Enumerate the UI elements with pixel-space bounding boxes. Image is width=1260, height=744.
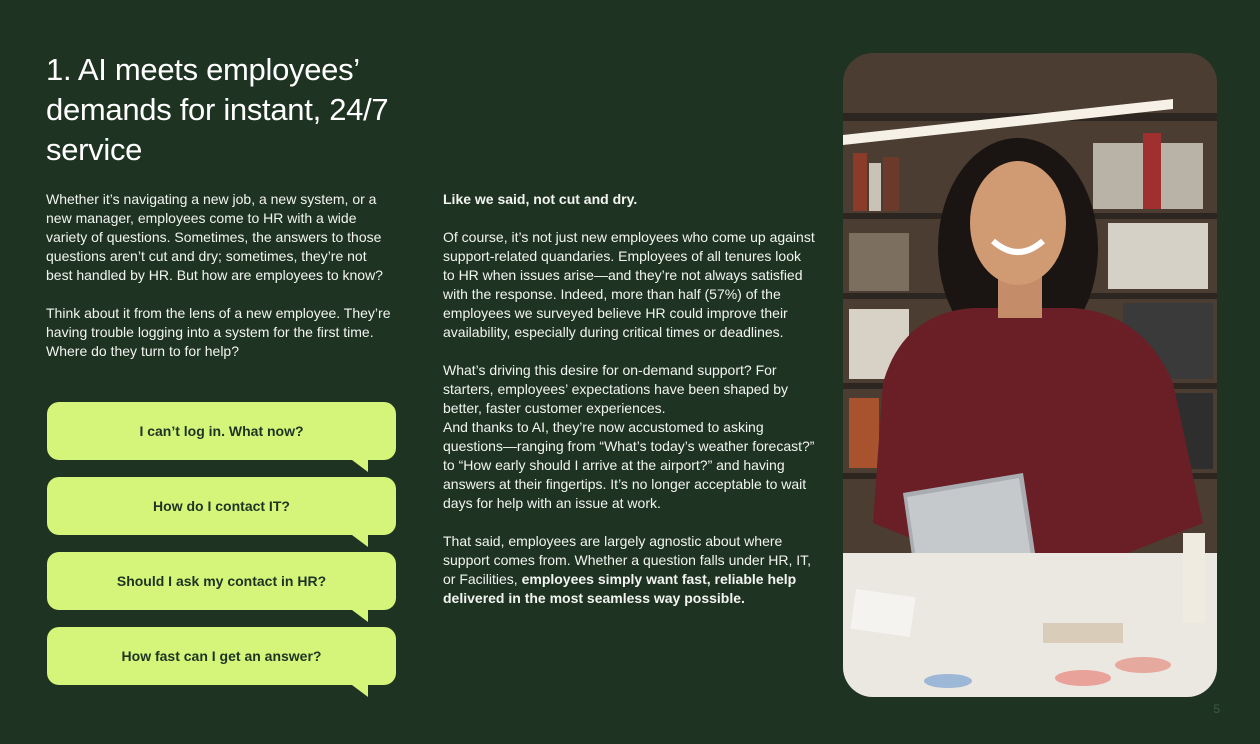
lead-sentence: Like we said, not cut and dry. (443, 191, 638, 207)
chat-bubble-tail (352, 610, 368, 622)
chat-bubble-login[interactable] (47, 402, 396, 460)
body-paragraph-3-text: That said, employees are largely agnostic about where support comes from. Whether a question falls under HR, IT, or Facilities, (443, 533, 812, 587)
page-title: 1. AI meets employees’ demands for instant, 24/7 service (46, 52, 389, 167)
intro-column (46, 190, 391, 380)
chat-bubble-how-fast[interactable] (47, 627, 396, 685)
body-column (443, 190, 815, 627)
employee-photo-illustration (843, 53, 1217, 697)
body-paragraph-3 (443, 532, 815, 608)
chat-bubble-text: How do I contact IT? (153, 498, 290, 514)
body-paragraph-1: Of course, it’s not just new employees who come up against support-related quandaries. Employees of all tenures look to HR when issues arise—and they’re not always satisfied with the response. Indeed, more than half (57%) of the employees we surveyed believe HR could improve their availability, especially during critical times or deadlines. (443, 229, 815, 340)
page-number: 5 (1213, 702, 1220, 716)
employee-photo (843, 53, 1217, 697)
chat-bubble-tail (352, 460, 368, 472)
body-paragraph-2b: And thanks to AI, they’re now accustomed to asking questions—ranging from “What’s today’s weather forecast?” to “How early should I arrive at the airport?” and having answers at their fingertips. It’s no longer acceptable to wait days for help with an issue at work. (443, 419, 815, 511)
chat-bubble-tail (352, 535, 368, 547)
intro-paragraph-1: Whether it’s navigating a new job, a new system, or a new manager, employees come to HR with a wide variety of questions. Sometimes, the answers to those questions aren’t cut and dry; sometimes, they’re not best handled by HR. But how are employees to know? (46, 191, 383, 283)
chat-bubble-tail (352, 685, 368, 697)
intro-paragraph-2: Think about it from the lens of a new employee. They’re having trouble logging into a system for the first time. Where do they turn to for help? (46, 305, 391, 359)
body-paragraph-2a: What’s driving this desire for on-demand support? For starters, employees’ expectations have been shaped by better, faster customer experiences. (443, 362, 789, 416)
body-paragraph-3-emphasis: employees simply want fast, reliable help delivered in the most seamless way possible. (443, 571, 797, 606)
chat-bubble-text: I can’t log in. What now? (139, 423, 304, 439)
chat-bubble-text: How fast can I get an answer? (121, 648, 322, 664)
chat-bubble-text: Should I ask my contact in HR? (116, 573, 327, 589)
chat-bubble-contact-it[interactable] (47, 477, 396, 535)
chat-bubble-contact-hr[interactable] (47, 552, 396, 610)
